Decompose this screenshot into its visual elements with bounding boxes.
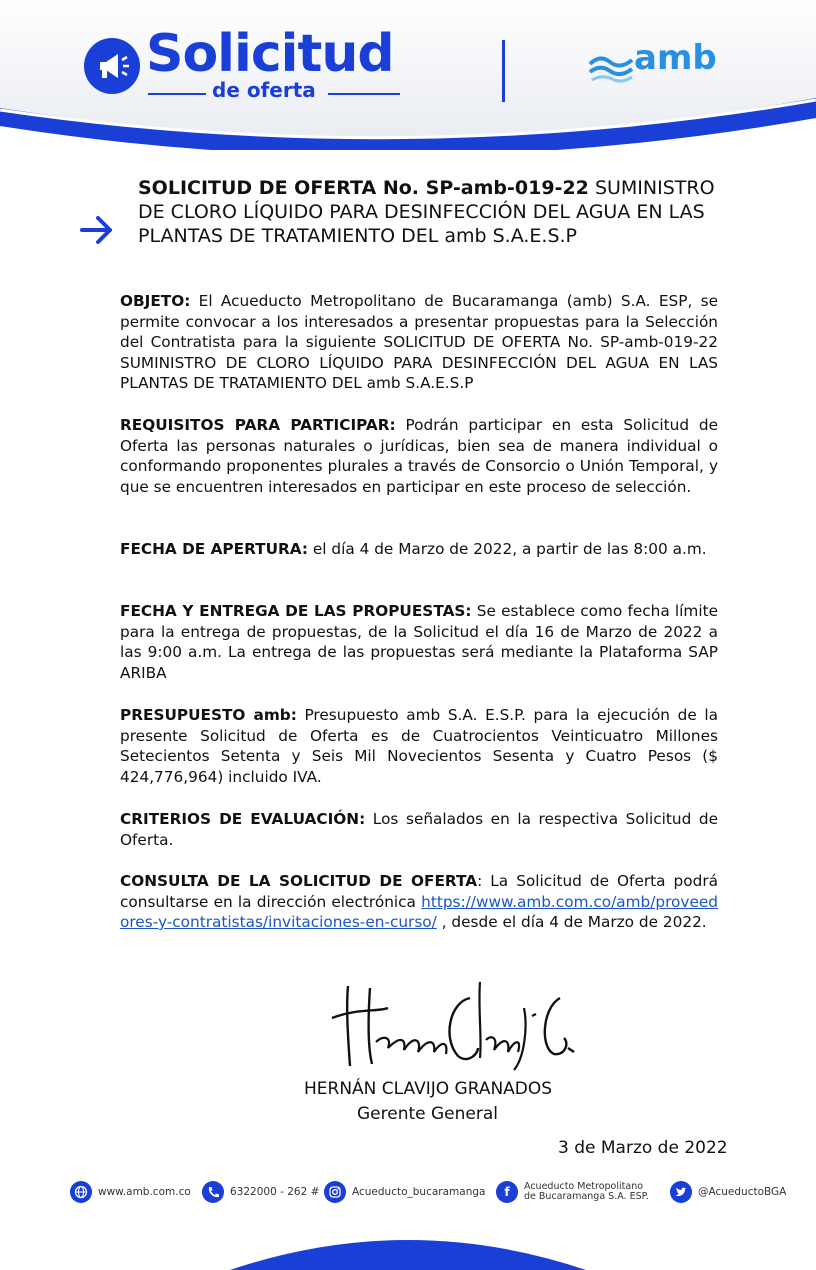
footer-facebook[interactable] (496, 1180, 649, 1204)
water-wave-icon (588, 44, 634, 88)
phone-icon (202, 1181, 224, 1203)
document-date: 3 de Marzo de 2022 (558, 1138, 728, 1158)
megaphone-icon (84, 38, 140, 94)
footer-phone[interactable] (202, 1180, 319, 1204)
footer-website[interactable] (70, 1180, 191, 1204)
divider (328, 93, 400, 95)
footer-facebook-line2: de Bucaramanga S.A. ESP. (524, 1191, 649, 1202)
footer-instagram-text: Acueducto_bucaramanga (352, 1186, 486, 1198)
brand-subtitle: de oferta (212, 78, 316, 102)
section-entrega (120, 601, 718, 683)
section-text: Los señalados en la respectiva Solicitud de Oferta. (120, 810, 718, 849)
section-apertura (120, 539, 718, 560)
heading-subject: SUMINISTRO DE CLORO LÍQUIDO PARA DESINFECCIÓN DEL AGUA EN LAS PLANTAS DE TRATAMIENTO DEL amb S.A.E.S.P (138, 177, 715, 247)
section-requisitos (120, 415, 718, 497)
section-label: FECHA Y ENTREGA DE LAS PROPUESTAS: (120, 602, 472, 620)
section-label: OBJETO: (120, 292, 191, 310)
footer-instagram[interactable] (324, 1180, 485, 1204)
footer-twitter-text: @AcueductoBGA (698, 1186, 787, 1198)
section-text: : La Solicitud de Oferta podrá consultarse en la dirección electrónica (120, 872, 718, 911)
section-label: REQUISITOS PARA PARTICIPAR: (120, 416, 396, 434)
section-label: CONSULTA DE LA SOLICITUD DE OFERTA (120, 872, 478, 890)
consulta-link[interactable]: https://www.amb.com.co/amb/proveedores-y-contratistas/invitaciones-en-curso/ (120, 892, 718, 931)
footer-contacts (70, 1180, 790, 1204)
section-text: Presupuesto amb S.A. E.S.P. para la ejecución de la presente Solicitud de Oferta es de Cuatrocientos Veinticuatro Millones Setecientos Setenta y Seis Mil Novecientos Sesenta y Cuatro Pesos ($ 424,776,964) incluido IVA. (120, 706, 718, 786)
footer-facebook-line1: Acueducto Metropolitano (524, 1181, 644, 1192)
footer-decoration (0, 1220, 816, 1270)
section-text: Podrán participar en esta Solicitud de Oferta las personas naturales o jurídicas, bien sea de manera individual o conformando proponentes plurales a través de Consorcio o Unión Temporal, y que se encuentren interesados en participar en este proceso de selección. (120, 416, 718, 496)
amb-logo-text: amb (634, 38, 717, 78)
section-text: Se establece como fecha límite para la entrega de propuestas, de la Solicitud el día 16 de Marzo de 2022 a las 9:00 a.m. La entrega de las propuestas será mediante la Plataforma SAP ARIBA (120, 602, 718, 682)
footer-twitter[interactable] (670, 1180, 786, 1204)
signatory-title: Gerente General (357, 1104, 499, 1124)
divider (148, 93, 206, 95)
section-consulta (120, 871, 718, 933)
instagram-icon (324, 1181, 346, 1203)
amb-logo (588, 38, 728, 88)
brand-logo (84, 24, 414, 106)
facebook-icon: f (496, 1181, 518, 1203)
document-heading (138, 176, 728, 248)
signatory-name: HERNÁN CLAVIJO GRANADOS (304, 1079, 553, 1099)
footer-phone-text: 6322000 - 262 # (230, 1186, 320, 1198)
section-objeto (120, 291, 718, 394)
brand-title: Solicitud (146, 24, 394, 84)
section-criterios (120, 809, 718, 850)
globe-icon (70, 1181, 92, 1203)
section-text-after: , desde el día 4 de Marzo de 2022. (436, 913, 707, 931)
section-text: El Acueducto Metropolitano de Bucaramanga (amb) S.A. ESP, se permite convocar a los interesados a presentar propuestas para la Selección del Contratista para la siguiente SOLICITUD DE OFERTA No. SP-amb-019-22 SUMINISTRO DE CLORO LÍQUIDO PARA DESINFECCIÓN DEL AGUA EN LAS PLANTAS DE TRATAMIENTO DEL amb S.A.E.S.P (120, 292, 718, 392)
section-label: FECHA DE APERTURA: (120, 540, 309, 558)
handwritten-signature (318, 978, 578, 1074)
twitter-icon (670, 1181, 692, 1203)
arrow-right-icon (78, 212, 116, 248)
section-presupuesto (120, 705, 718, 787)
heading-reference: SOLICITUD DE OFERTA No. SP-amb-019-22 (138, 177, 589, 199)
section-text: el día 4 de Marzo de 2022, a partir de las 8:00 a.m. (308, 540, 707, 558)
header-divider (502, 40, 505, 102)
footer-website-text: www.amb.com.co (98, 1186, 191, 1198)
section-label: CRITERIOS DE EVALUACIÓN: (120, 810, 366, 828)
section-label: PRESUPUESTO amb: (120, 706, 297, 724)
